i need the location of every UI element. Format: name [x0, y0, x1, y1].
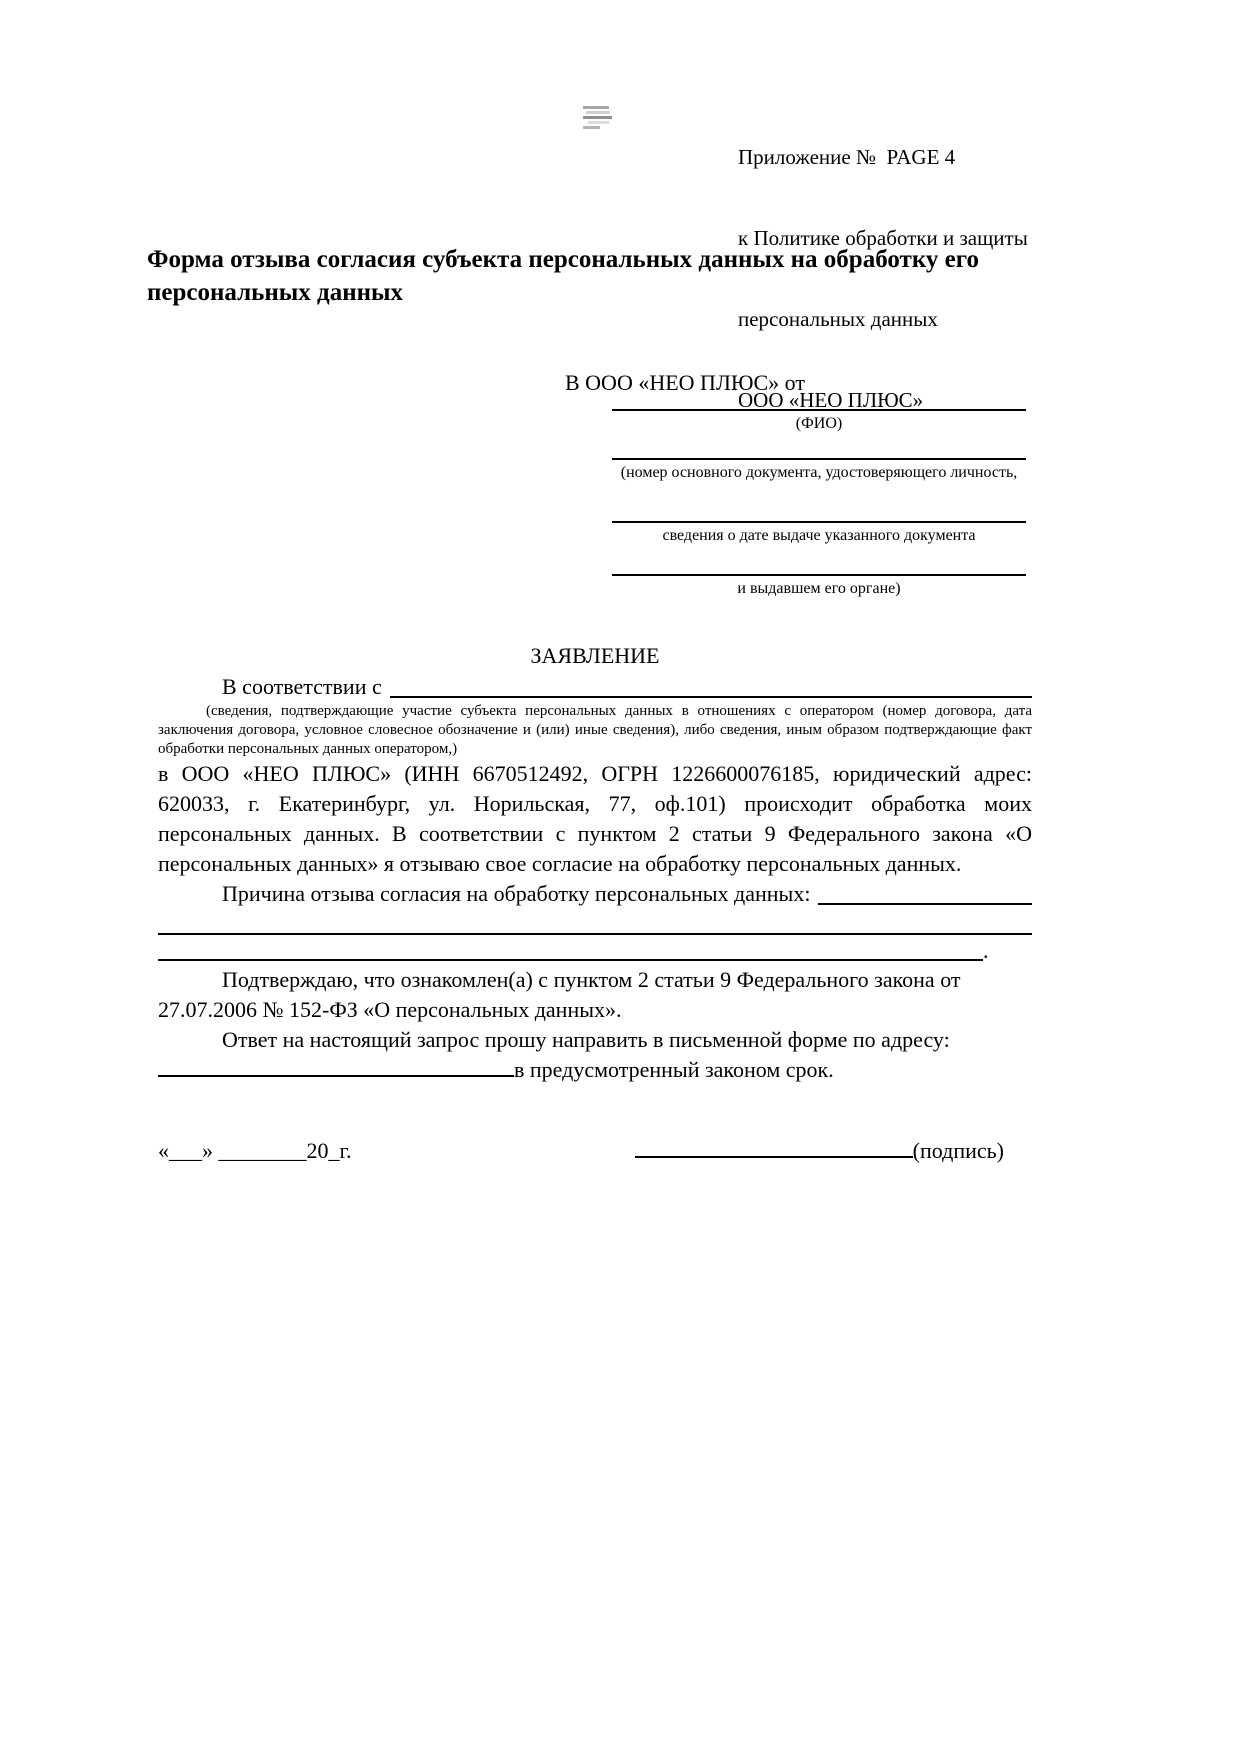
reply-request-line: Ответ на настоящий запрос прошу направить в письменной форме по адресу: — [222, 1027, 950, 1052]
signature-row — [158, 1137, 1032, 1165]
blank-line — [612, 546, 1026, 576]
reason-prefix: Причина отзыва согласия на обработку персональных данных: — [222, 881, 811, 906]
field-label-fio: (ФИО) — [795, 415, 843, 432]
reason-line — [158, 879, 1032, 909]
field-label-issuing-authority: и выдавшем его органе) — [737, 580, 901, 597]
date-placeholder: «___» ________20_г. — [158, 1138, 352, 1163]
reason-blank-row-2 — [158, 935, 1032, 961]
sentence-terminator: . — [983, 938, 989, 963]
blank-line — [612, 483, 1026, 523]
statement-body: в ООО «НЕО ПЛЮС» (ИНН 6670512492, ОГРН 1226600076185, юридический адрес: 620033, г. Екатеринбург, ул. Норильская, 77, оф.101) происходит обработка моих персональных данных. В соответствии с пунктом 2 статьи 9 Федерального закона «О персональных данных» я отзываю свое согласие на обработку персональных данных. — [158, 761, 1032, 876]
blank-line — [390, 672, 1032, 698]
document-content — [0, 243, 1242, 1165]
field-label-issue-date: сведения о дате выдаче указанного документа — [662, 527, 976, 544]
reason-blank-row-1 — [158, 909, 1032, 935]
document-title: Форма отзыва согласия субъекта персональных данных на обработку его персональных данных — [147, 246, 979, 306]
blank-line — [635, 1156, 913, 1158]
header-line-policy: к Политике обработки и защиты — [738, 226, 1028, 250]
header-line-personal-data: персональных данных — [738, 307, 938, 331]
blank-line — [158, 909, 1032, 935]
signature-label: (подпись) — [912, 1138, 1004, 1163]
blank-line — [158, 1075, 514, 1077]
fill-in-field-issuing-authority — [612, 546, 1026, 599]
field-label-document-number: (номер основного документа, удостоверяющего личность, — [620, 464, 1018, 481]
statement-heading: ЗАЯВЛЕНИЕ — [530, 643, 660, 668]
blank-line — [818, 879, 1032, 905]
intro-prefix: В соответствии с — [222, 674, 382, 699]
intro-footnote: (сведения, подтверждающие участие субъекта персональных данных в отношениях с оператором (номер договора, дата заключения договора, условное словесное обозначение и (или) иные сведения), либо сведения, иным образом подтверждающие факт обработки персональных данных оператором,) — [158, 703, 1032, 757]
header-line-appendix: Приложение № PAGE 4 — [738, 145, 956, 169]
fill-in-field-issue-date — [612, 483, 1026, 546]
signature-field — [635, 1137, 1004, 1165]
reply-suffix: в предусмотренный законом срок. — [514, 1057, 834, 1082]
intro-line — [158, 672, 1032, 702]
document-header — [738, 90, 1028, 468]
blank-line — [158, 935, 983, 961]
addressee-to-line: В ООО «НЕО ПЛЮС» от — [565, 370, 805, 395]
confirmation-paragraph: Подтверждаю, что ознакомлен(а) с пунктом 2 статьи 9 Федерального закона от 27.07.2006 № 152-ФЗ «О персональных данных». — [158, 967, 961, 1022]
embedded-object-artifact-icon — [583, 104, 613, 130]
reply-address-line — [158, 1055, 1032, 1085]
header-line-company: ООО «НЕО ПЛЮС» — [738, 388, 924, 412]
